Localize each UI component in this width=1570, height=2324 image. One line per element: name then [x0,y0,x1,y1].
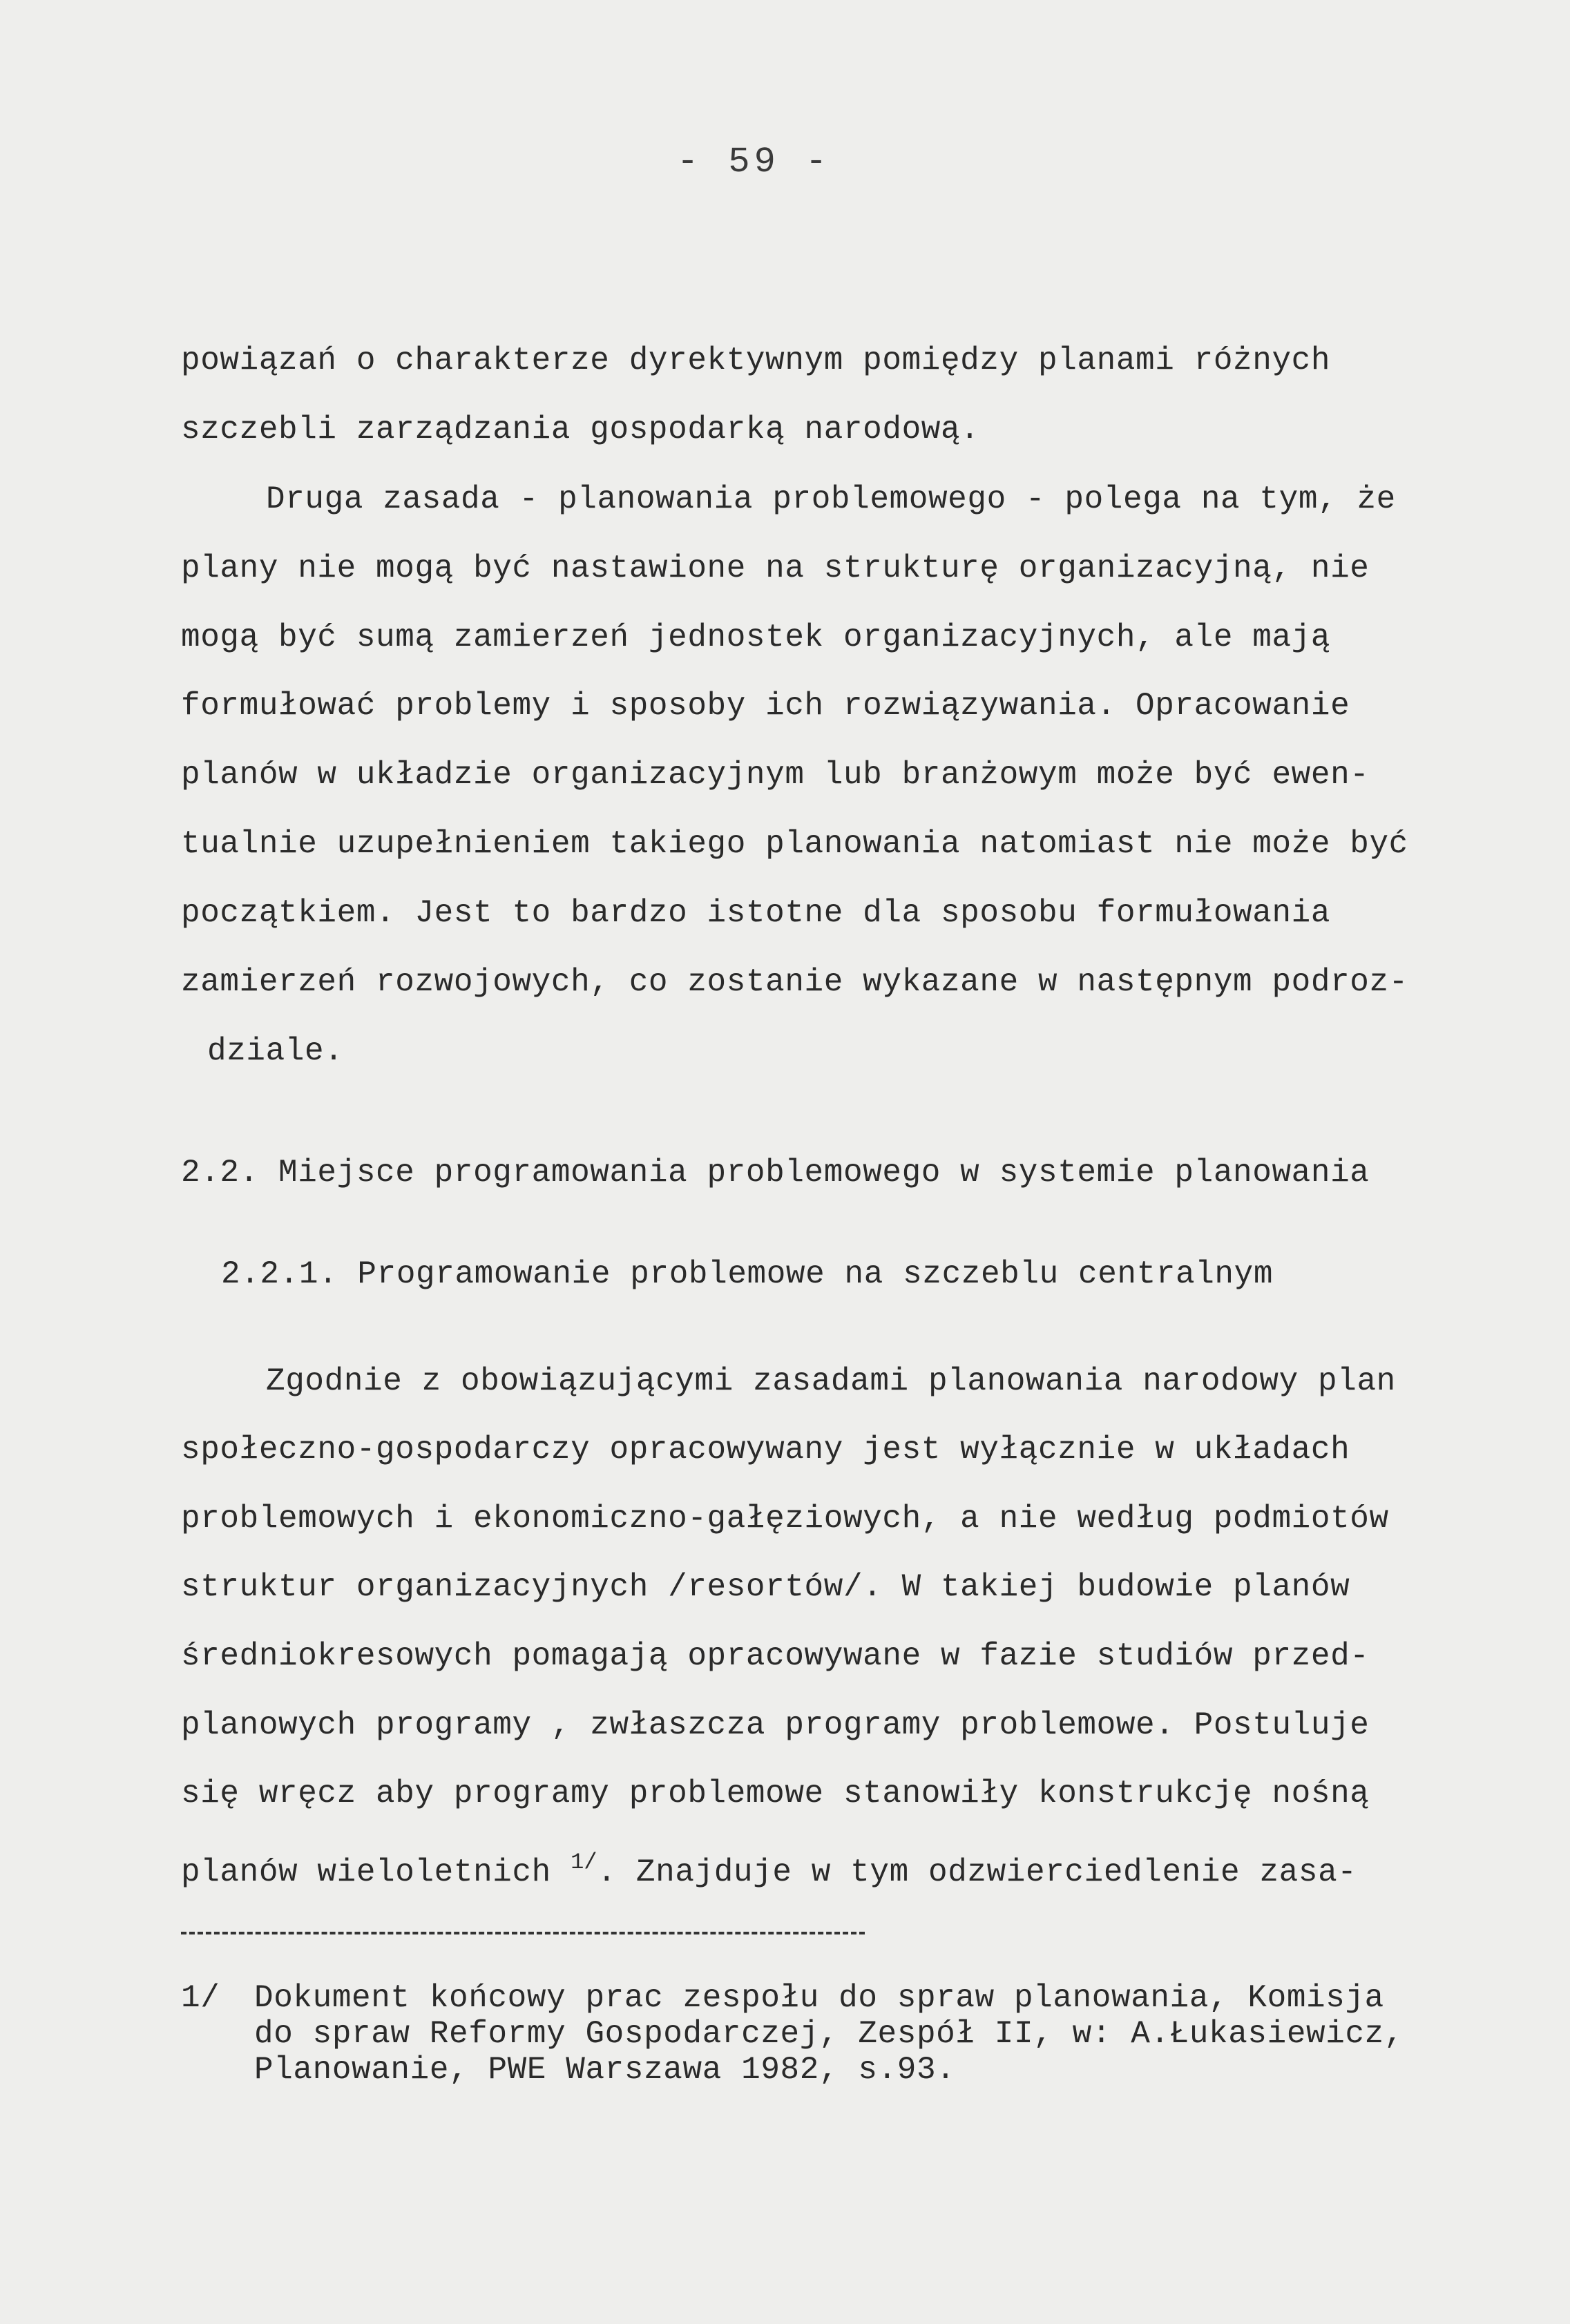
text-line: dziale. [207,1033,344,1069]
footnote-separator [181,1932,865,1934]
text-line: szczebli zarządzania gospodarką narodową. [181,412,980,448]
text-fragment: planów wieloletnich [181,1854,551,1890]
footnote-line: do spraw Reformy Gospodarczej, Zespół II, w: A.Łukasiewicz, [254,2016,1404,2052]
text-line: Zgodnie z obowiązującymi zasadami planowania narodowy plan [266,1363,1396,1399]
text-line: Druga zasada - planowania problemowego - polega na tym, że [266,481,1396,517]
text-line: zamierzeń rozwojowych, co zostanie wykazane w następnym podroz- [181,964,1408,1000]
text-line: mogą być sumą zamierzeń jednostek organizacyjnych, ale mają [181,620,1331,655]
text-line: średniokresowych pomagają opracowywane w fazie studiów przed- [181,1638,1370,1674]
text-line: problemowych i ekonomiczno-gałęziowych, a nie według podmiotów [181,1501,1389,1537]
text-line [181,1842,1357,1893]
text-line: społeczno-gospodarczy opracowywany jest wyłącznie w układach [181,1432,1350,1468]
text-line: plany nie mogą być nastawione na strukturę organizacyjną, nie [181,550,1370,586]
subsection-heading: 2.2.1. Programowanie problemowe na szczeblu centralnym [221,1256,1274,1292]
text-line: formułować problemy i sposoby ich rozwiązywania. Opracowanie [181,688,1350,724]
text-line: planów w układzie organizacyjnym lub branżowym może być ewen- [181,757,1370,793]
text-fragment: . Znajduje w tym odzwierciedlenie zasa- [597,1854,1357,1890]
text-line: się wręcz aby programy problemowe stanowiły konstrukcję nośną [181,1776,1370,1812]
text-line: powiązań o charakterze dyrektywnym pomiędzy planami różnych [181,343,1331,378]
text-line: tualnie uzupełnieniem takiego planowania natomiast nie może być [181,826,1408,862]
text-line: planowych programy , zwłaszcza programy problemowe. Postuluje [181,1707,1370,1743]
footnote-marker: 1/ [181,1980,220,2016]
footnote-line: Dokument końcowy prac zespołu do spraw planowania, Komisja [254,1980,1384,2016]
text-line: struktur organizacyjnych /resortów/. W takiej budowie planów [181,1569,1350,1605]
text-line: początkiem. Jest to bardzo istotne dla sposobu formułowania [181,895,1331,931]
footnote-line: Planowanie, PWE Warszawa 1982, s.93. [254,2052,956,2088]
page-number: - 59 - [677,142,832,182]
section-heading: 2.2. Miejsce programowania problemowego w systemie planowania [181,1155,1370,1191]
footnote-reference: 1/ [571,1850,597,1875]
